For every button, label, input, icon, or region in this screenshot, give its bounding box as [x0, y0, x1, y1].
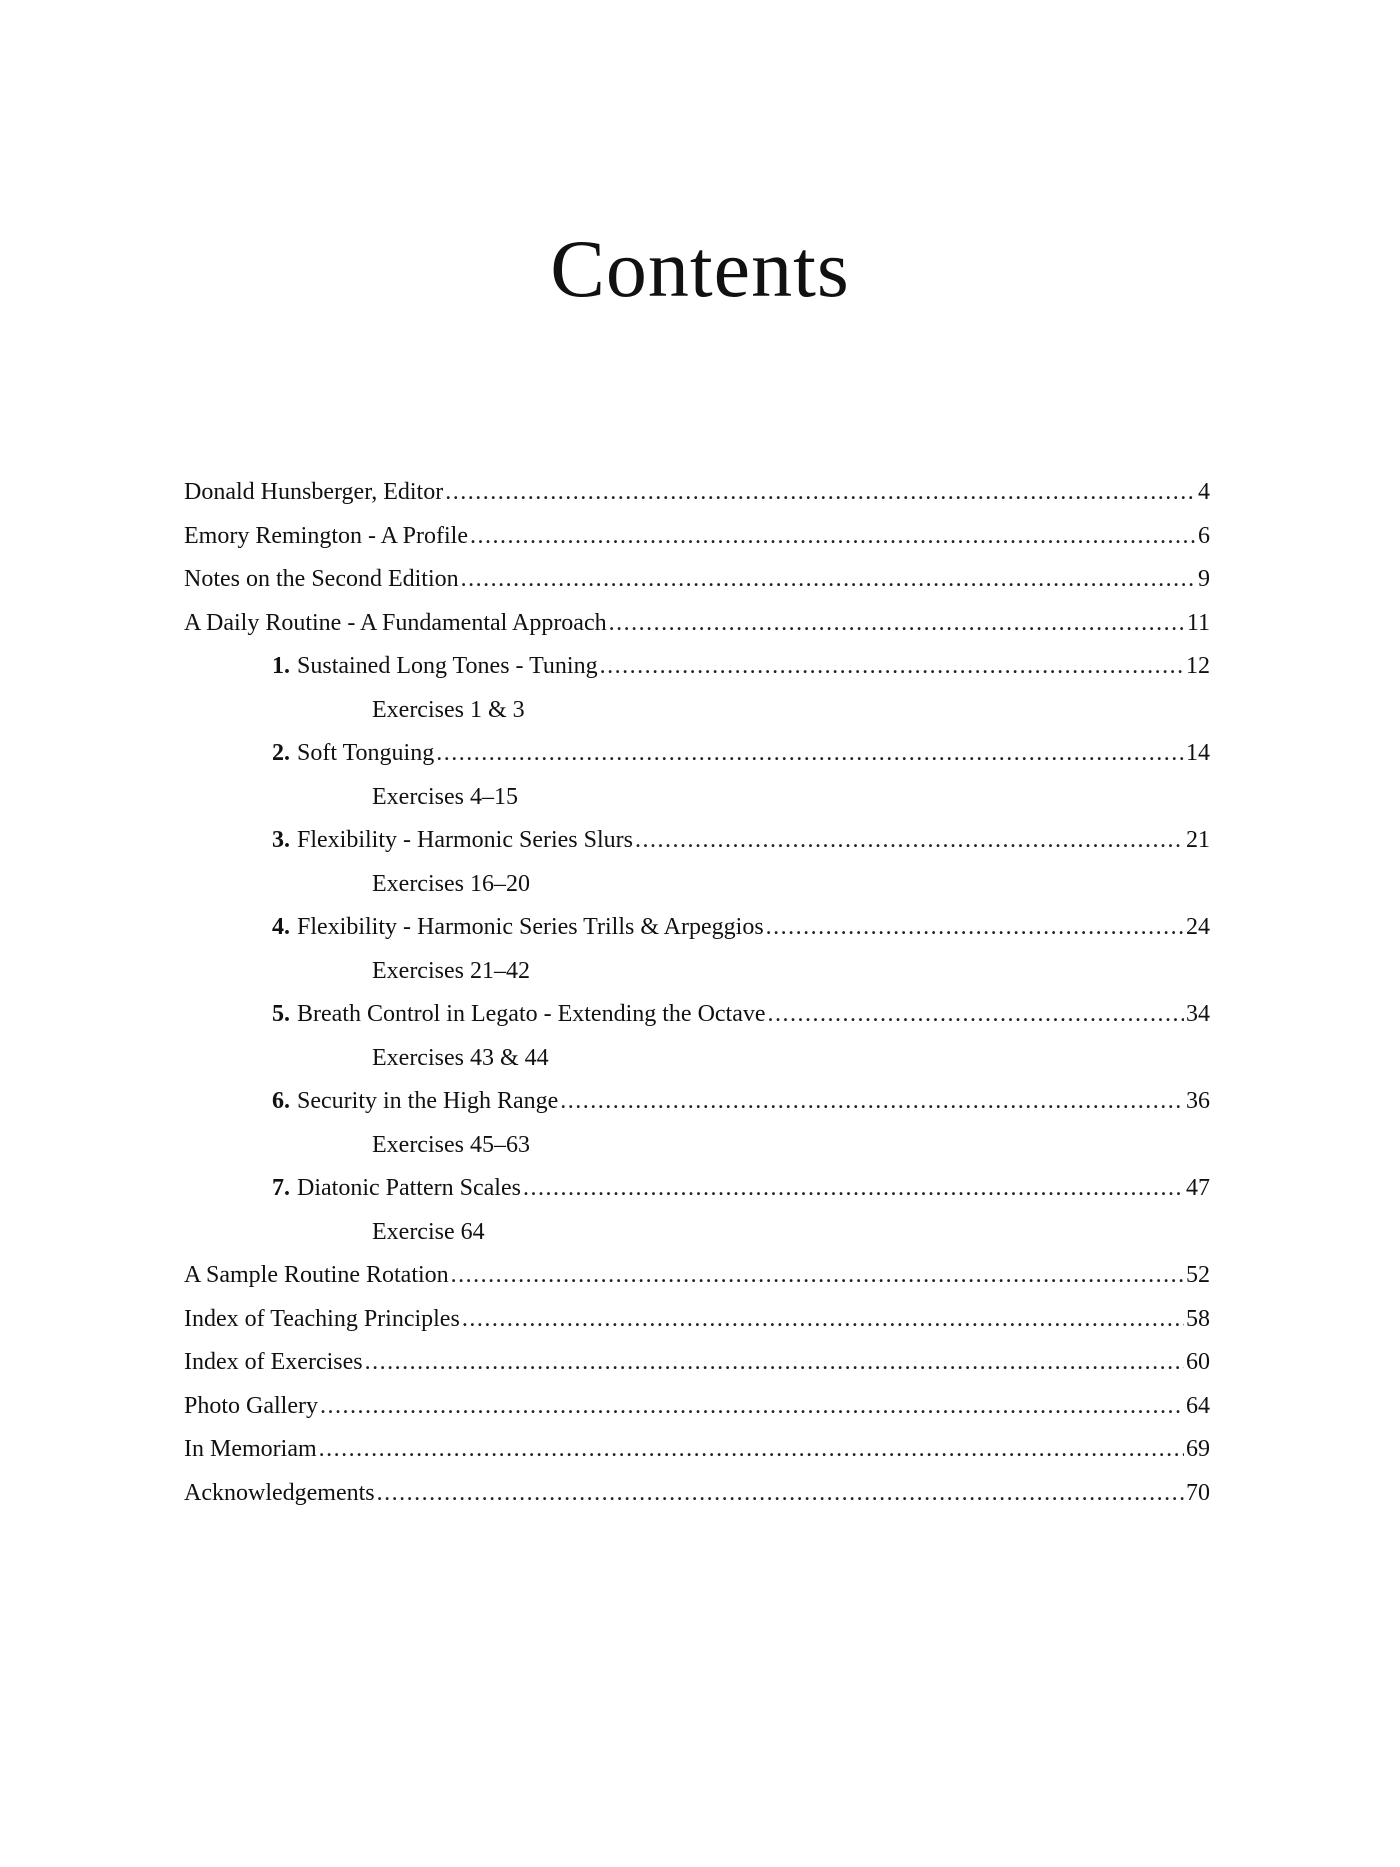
toc-entry-page: 70	[1186, 1479, 1210, 1506]
toc-entry-label: Diatonic Pattern Scales	[297, 1175, 521, 1201]
exercise-range: Exercise 64	[372, 1218, 485, 1245]
toc-exercise-entry	[184, 1124, 1210, 1168]
toc-entry[interactable]	[184, 1385, 1210, 1429]
toc-entry-page: 14	[1186, 740, 1210, 766]
toc-entry-label: Soft Tonguing	[297, 740, 435, 766]
toc-entry[interactable]	[184, 1341, 1210, 1385]
toc-exercise-entry	[184, 1037, 1210, 1081]
exercise-range: Exercises 43 & 44	[372, 1044, 549, 1071]
toc-section-entry[interactable]	[184, 993, 1210, 1037]
dot-leader	[462, 1298, 1184, 1342]
toc-entry-label: In Memoriam	[184, 1436, 317, 1462]
dot-leader	[320, 1385, 1184, 1429]
toc-exercise-entry	[184, 863, 1210, 907]
toc-exercise-entry	[184, 689, 1210, 733]
toc-entry-label: Flexibility - Harmonic Series Trills & Arpeggios	[297, 914, 764, 940]
toc-entry[interactable]	[184, 471, 1210, 515]
dot-leader	[600, 645, 1184, 689]
table-of-contents	[184, 471, 1210, 1515]
toc-entry[interactable]	[184, 1428, 1210, 1472]
dot-leader	[560, 1080, 1184, 1124]
dot-leader	[523, 1167, 1184, 1211]
toc-entry-page: 34	[1186, 1001, 1210, 1027]
toc-section-entry[interactable]	[184, 645, 1210, 689]
toc-entry-page: 36	[1186, 1088, 1210, 1114]
dot-leader	[451, 1254, 1184, 1298]
toc-entry[interactable]	[184, 1472, 1210, 1516]
toc-exercise-entry	[184, 950, 1210, 994]
toc-section-entry[interactable]	[184, 906, 1210, 950]
toc-section-entry[interactable]	[184, 1080, 1210, 1124]
toc-entry[interactable]	[184, 558, 1210, 602]
dot-leader	[470, 515, 1196, 559]
toc-entry-page: 60	[1186, 1349, 1210, 1375]
dot-leader	[319, 1428, 1184, 1472]
toc-entry[interactable]	[184, 1254, 1210, 1298]
toc-entry-label: Emory Remington - A Profile	[184, 522, 468, 549]
dot-leader	[436, 732, 1184, 776]
toc-entry[interactable]	[184, 1298, 1210, 1342]
dot-leader	[635, 819, 1184, 863]
toc-exercise-entry	[184, 1211, 1210, 1255]
toc-entry-page: 9	[1198, 566, 1210, 592]
section-number: 3.	[272, 827, 290, 853]
toc-entry-page: 24	[1186, 914, 1210, 940]
exercise-range: Exercises 1 & 3	[372, 696, 525, 723]
toc-entry-page: 12	[1186, 653, 1210, 679]
toc-exercise-entry	[184, 776, 1210, 820]
toc-section-entry[interactable]	[184, 732, 1210, 776]
toc-entry-label: Acknowledgements	[184, 1479, 375, 1506]
toc-entry-page: 69	[1186, 1436, 1210, 1462]
toc-entry-label: Sustained Long Tones - Tuning	[297, 653, 598, 679]
toc-entry-label: Donald Hunsberger, Editor	[184, 479, 444, 505]
exercise-range: Exercises 21–42	[372, 957, 530, 984]
dot-leader	[445, 471, 1196, 515]
toc-entry-page: 4	[1198, 479, 1210, 505]
toc-entry-label: Notes on the Second Edition	[184, 566, 459, 592]
toc-entry-page: 58	[1186, 1305, 1210, 1332]
toc-entry[interactable]	[184, 602, 1210, 646]
section-number: 6.	[272, 1088, 290, 1114]
toc-entry-label: Breath Control in Legato - Extending the Octave	[297, 1001, 766, 1027]
dot-leader	[377, 1472, 1184, 1516]
dot-leader	[609, 602, 1185, 646]
section-number: 7.	[272, 1175, 290, 1201]
toc-entry-label: Photo Gallery	[184, 1392, 318, 1419]
section-number: 5.	[272, 1001, 290, 1027]
dot-leader	[365, 1341, 1184, 1385]
toc-entry-label: A Daily Routine - A Fundamental Approach	[184, 609, 607, 636]
toc-section-entry[interactable]	[184, 819, 1210, 863]
dot-leader	[766, 906, 1184, 950]
toc-entry-label: Index of Teaching Principles	[184, 1305, 460, 1332]
toc-entry-page: 21	[1186, 827, 1210, 853]
toc-entry-page: 64	[1186, 1392, 1210, 1419]
toc-entry-label: Security in the High Range	[297, 1088, 559, 1114]
toc-entry-label: Index of Exercises	[184, 1349, 363, 1375]
dot-leader	[461, 558, 1196, 602]
toc-entry-page: 47	[1186, 1175, 1210, 1201]
dot-leader	[768, 993, 1184, 1037]
toc-entry-label: A Sample Routine Rotation	[184, 1262, 449, 1288]
toc-entry-label: Flexibility - Harmonic Series Slurs	[297, 827, 633, 853]
toc-entry-page: 11	[1186, 609, 1210, 636]
toc-entry-page: 52	[1186, 1262, 1210, 1288]
section-number: 1.	[272, 653, 290, 679]
section-number: 2.	[272, 740, 290, 766]
toc-section-entry[interactable]	[184, 1167, 1210, 1211]
section-number: 4.	[272, 914, 290, 940]
toc-entry-page: 6	[1198, 522, 1210, 549]
toc-entry[interactable]	[184, 515, 1210, 559]
exercise-range: Exercises 4–15	[372, 783, 518, 810]
page-title: Contents	[550, 223, 850, 314]
exercise-range: Exercises 45–63	[372, 1131, 530, 1158]
exercise-range: Exercises 16–20	[372, 870, 530, 897]
